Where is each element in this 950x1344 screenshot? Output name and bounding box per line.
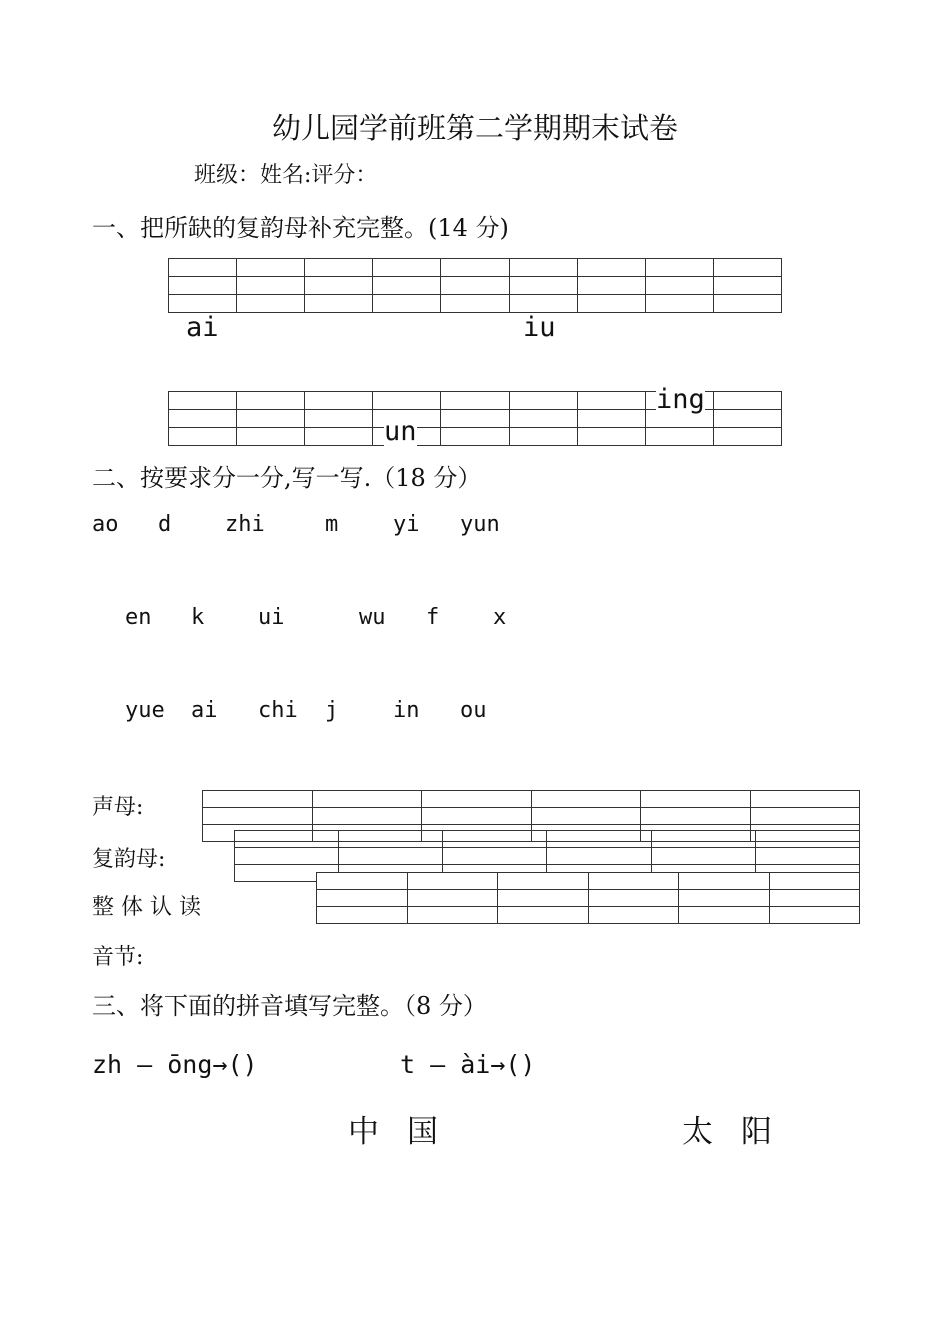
pinyin-item: x [493,605,507,630]
label-zhengti: 整 体 认 读 [92,895,201,920]
answer-label-ai: ai [186,312,219,343]
word-taiyang: 太阳 [682,1114,800,1150]
label-yinjie: 音节: [92,945,144,970]
fill-item-1: zh — ōng→() [92,1050,258,1079]
section1-grid-row1 [168,258,782,313]
label-fuyunmu: 复韵母: [92,847,166,872]
pinyin-item: m [325,512,339,537]
pinyin-item: d [158,512,172,537]
pinyin-item: zhi [225,512,265,537]
pinyin-item: f [426,605,440,630]
pinyin-item: wu [359,605,386,630]
pinyin-item: yue [125,698,165,723]
student-info-line: 班级：姓名:评分： [194,163,378,188]
pinyin-item: j [325,698,339,723]
section1-heading: 一、把所缺的复韵母补充完整。(14 分) [92,214,509,242]
pinyin-item: ui [258,605,285,630]
pinyin-item: chi [258,698,298,723]
pinyin-item: ou [460,698,487,723]
page-title: 幼儿园学前班第二学期期末试卷 [271,111,678,145]
zhengti-grid [316,872,860,924]
pinyin-item: en [125,605,152,630]
section3-heading: 三、将下面的拼音填写完整。（8 分） [92,992,487,1020]
word-zhongguo: 中国 [348,1114,466,1150]
section2-heading: 二、按要求分一分,写一写.（18 分） [92,464,482,492]
answer-label-iu: iu [523,312,556,343]
fill-item-2: t — ài→() [400,1050,536,1079]
pinyin-item: ao [92,512,119,537]
pinyin-item: ai [191,698,218,723]
pinyin-item: k [191,605,205,630]
pinyin-item: yi [393,512,420,537]
pinyin-item: yun [460,512,500,537]
label-shengmu: 声母: [92,795,144,820]
pinyin-item: in [393,698,420,723]
answer-label-ing: ing [656,384,705,415]
answer-label-un: un [384,416,417,447]
